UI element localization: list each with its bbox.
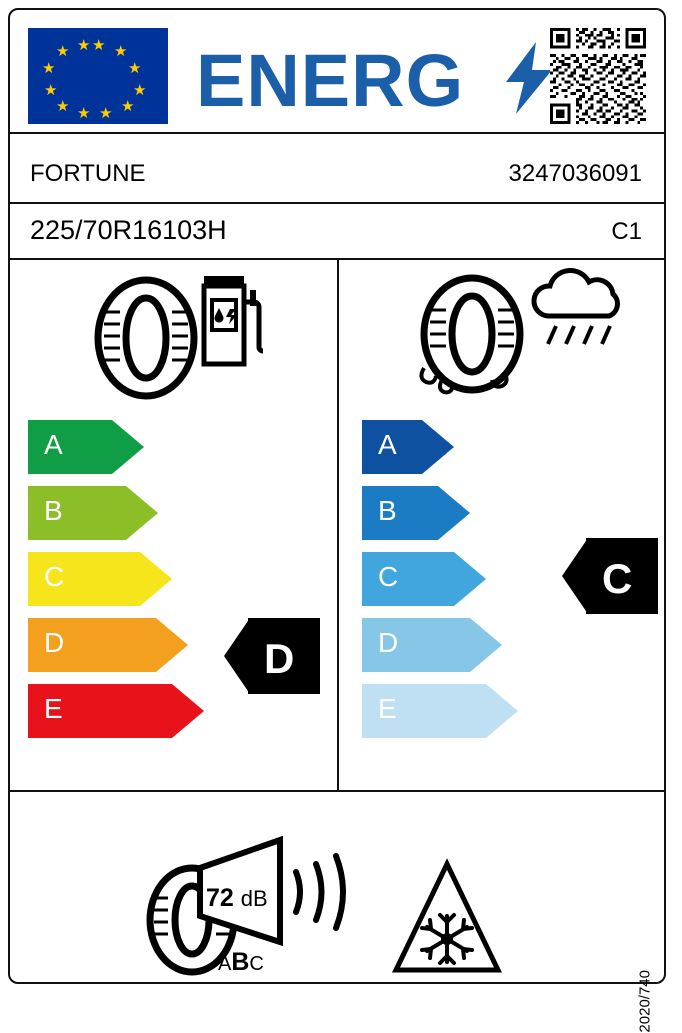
divider-columns	[337, 258, 339, 790]
tyre-energy-label	[8, 8, 666, 1033]
regulation-reference: 2020/740	[637, 970, 654, 1033]
noise-value: 72 dB	[206, 884, 268, 912]
wet-result-marker	[562, 538, 658, 614]
grade-letter: A	[378, 429, 397, 460]
fuel-result-marker	[224, 618, 320, 694]
divider-brand	[10, 202, 664, 204]
rain-cloud-icon	[530, 272, 626, 352]
model-code: 3247036091	[508, 160, 642, 187]
grade-letter: E	[378, 693, 397, 724]
snowflake-mountain-icon	[392, 858, 502, 976]
lightning-bolt-icon	[506, 42, 552, 114]
noise-class-b: B	[231, 948, 250, 976]
grade-letter: B	[378, 495, 397, 526]
noise-class-a: A	[218, 953, 232, 975]
fuel-pump-icon	[200, 272, 266, 368]
fuel-result-letter: D	[264, 635, 295, 682]
supplier-brand: FORTUNE	[30, 160, 146, 187]
noise-class-scale	[218, 948, 264, 977]
page-title: ENERG	[196, 39, 465, 122]
divider-header	[10, 132, 664, 134]
tyre-icon	[94, 276, 198, 400]
grade-letter: B	[44, 495, 63, 526]
tyre-size: 225/70R16103H	[30, 215, 227, 245]
noise-class-c: C	[249, 953, 264, 975]
qr-code-icon	[550, 28, 646, 124]
eu-flag-icon: ★ ★ ★ ★ ★ ★ ★ ★ ★ ★ ★ ★	[28, 28, 168, 124]
grade-letter: C	[378, 561, 399, 592]
tyre-wet-icon	[420, 276, 524, 400]
label-header	[10, 10, 664, 132]
wet-result-letter: C	[602, 555, 633, 602]
tyre-class: C1	[611, 218, 642, 245]
grade-letter: C	[44, 561, 65, 592]
grade-letter: D	[378, 627, 399, 658]
grade-letter: E	[44, 693, 63, 724]
divider-bottom	[10, 790, 664, 792]
grade-letter: A	[44, 429, 63, 460]
grade-letter: D	[44, 627, 65, 658]
